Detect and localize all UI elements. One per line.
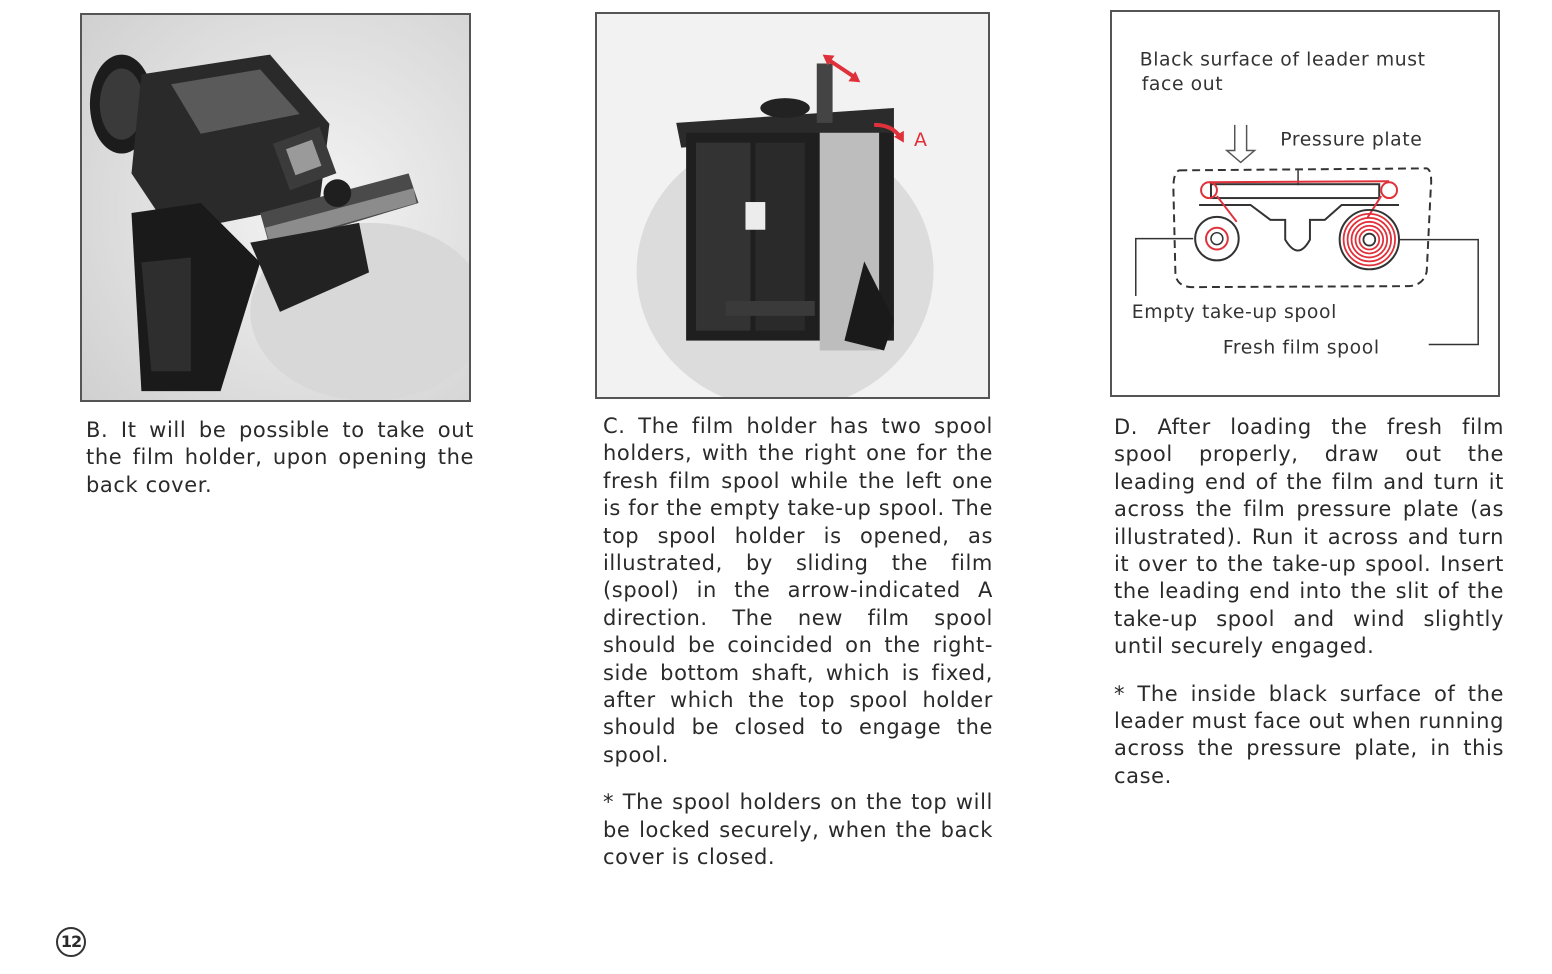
- label-pressure-plate: Pressure plate: [1280, 129, 1423, 151]
- fresh-spool-shape: [1340, 210, 1399, 269]
- caption-b: [86, 417, 474, 499]
- caption-b-text: B. It will be possible to take out the film holder, upon opening the back cover.: [86, 418, 474, 497]
- caption-c: [603, 413, 993, 872]
- caption-d-text: D. After loading the fresh film spool properly, draw out the leading end of the film and turn it across the film pressure plate (as illustrated). Run it across and turn it over to the take-up spool. Insert the leading end into the slit of the take-up spool and wind slightly until securely engaged.: [1114, 415, 1504, 659]
- photo-film-holder-spools: [595, 12, 990, 399]
- label-empty-spool: Empty take-up spool: [1131, 301, 1337, 323]
- page-number: 12: [56, 927, 86, 957]
- caption-d: [1114, 414, 1504, 790]
- photo-film-holder-removal: [80, 13, 471, 402]
- spool-diagram: [1112, 12, 1498, 395]
- empty-spool-shape: [1195, 217, 1239, 261]
- film-path-diagram: [1110, 10, 1500, 397]
- label-leader-line2: face out: [1141, 74, 1224, 96]
- camera-illustration: [82, 15, 469, 400]
- film-holder-illustration: [597, 14, 988, 397]
- caption-c-note: * The spool holders on the top will be locked securely, when the back cover is closed.: [603, 790, 993, 870]
- caption-d-note: * The inside black surface of the leader must face out when running across the pressure plate, in this case.: [1114, 681, 1504, 788]
- label-leader-line1: Black surface of leader must: [1139, 49, 1426, 71]
- label-fresh-spool: Fresh film spool: [1222, 337, 1380, 359]
- down-arrow-icon: [1227, 125, 1255, 163]
- pressure-plate-shape: [1211, 184, 1379, 198]
- arrow-label-a: A: [914, 129, 927, 151]
- caption-c-text: C. The film holder has two spool holders, with the right one for the fresh film spool while the left one is for the empty take-up spool. The top spool holder is opened, as illustrated, by sliding the film (spool) in the arrow-indicated A direction. The new film spool should be coincided on the right-side bottom shaft, which is fixed, after which the top spool holder should be closed to engage the spool.: [603, 414, 993, 767]
